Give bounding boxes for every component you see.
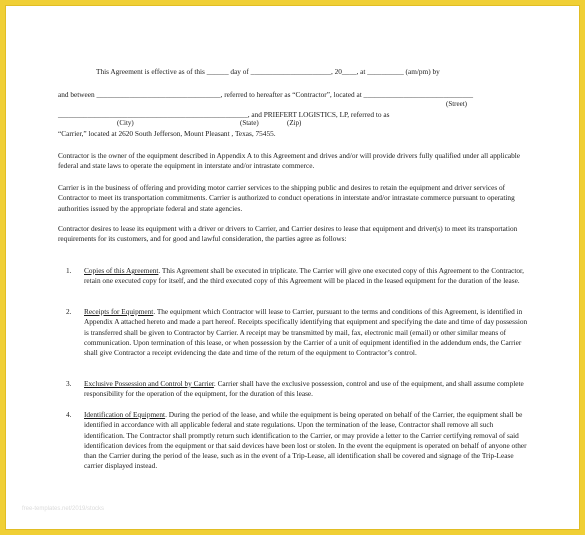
item-text: . This Agreement shall be executed in triplicate. The Carrier will give one executed copy of this Agreement to the Contractor, retain one executed copy for itself, and the third executed copy of this Agreement will be placed in the leased equipment for the duration of the lease.	[84, 266, 524, 286]
list-item	[84, 410, 528, 472]
paragraph-carrier-business: Carrier is in the business of offering and providing motor carrier services to the shipping public and desires to retain the equipment and driver services of Contractor to meet its transportation commitments. Carrier is authorized to conduct operations in interstate and/or intrastate commerce pursuant to operating authorities issued by the appropriate federal and state agencies.	[58, 183, 515, 213]
zip-label: (Zip)	[287, 119, 302, 127]
item-number: 4.	[66, 410, 72, 419]
paragraph-owner: Contractor is the owner of the equipment described in Appendix A to this Agreement and drives and/or will provide drivers fully qualified under all applicable federal and state laws to operate the equipment in interstate and/or intrastate commerce.	[58, 151, 521, 171]
item-number: 2.	[66, 307, 72, 316]
list-item	[84, 307, 528, 358]
agreement-line-4: “Carrier,” located at 2620 South Jefferson, Mount Pleasant , Texas, 75455.	[58, 129, 276, 138]
item-text: . The equipment which Contractor will lease to Carrier, pursuant to the terms and conditions of this Agreement, is identified in Appendix A attached hereto and made a part hereof. Receipts specifically identifying that equipment and specifying the date and time of day possession is transferred shall be given to Contractor by Carrier. A receipt may be transmitted by mail, fax, electronic mail (email) or other similar means of communication. Upon termination of this lease, or when possession by the Carrier of a unit of equipment identified in the addendum ends, the Carrier shall give Contractor a receipt evidencing the date and time of the return of the equipment to Contractor’s control.	[84, 307, 528, 358]
agreement-line-3: ____________________________________________________, and PRIEFERT LOGISTICS, LP, referred to as	[58, 110, 390, 119]
item-heading: Copies of this Agreement	[84, 266, 159, 275]
watermark: free-templates.net/2019/stocks	[22, 506, 105, 512]
item-text: . Carrier shall have the exclusive possession, control and use of the equipment, and shall assume complete responsibility for the operation of the equipment, for the duration of this lease.	[84, 379, 524, 399]
item-number: 3.	[66, 379, 72, 388]
item-heading: Receipts for Equipment	[84, 307, 154, 316]
list-item	[84, 266, 528, 287]
item-heading: Identification of Equipment	[84, 410, 166, 419]
paragraph-contractor-desires: Contractor desires to lease its equipment with a driver or drivers to Carrier, and Carrier desires to lease that equipment and driver(s) to meet its transportation requirements for its customers, and for good and lawful consideration, the parties agree as follows:	[58, 224, 518, 244]
street-label: (Street)	[446, 100, 467, 108]
agreement-line-2: and between __________________________________, referred to hereafter as “Contractor”, located at ______________________________	[58, 90, 474, 99]
item-number: 1.	[66, 266, 72, 275]
agreement-line-1: This Agreement is effective as of this ______ day of ______________________, 20____, at __________ (am/pm) by	[96, 67, 440, 76]
list-item	[84, 379, 528, 400]
city-label: (City)	[117, 119, 134, 127]
item-text: . During the period of the lease, and while the equipment is being operated on behalf of the Carrier, the equipment shall be identified in accordance with all applicable federal and state regulations. Upon the termination of the lease, Contractor shall remove all such identification. The Contractor shall promptly return such identification to the Carrier, or may provide a letter to the Carrier certifying removal of said identification devices from the equipment or that said devices have been lost or stolen. In the event the equipment is operated on behalf of anyone other than the Carrier during the period of the lease, such as in the event of a Trip-Lease, all identification shall be covered and signage of the Trip-Lease carrier displayed instead.	[84, 410, 527, 471]
item-heading: Exclusive Possession and Control by Carrier	[84, 379, 214, 388]
state-label: (State)	[240, 119, 259, 127]
